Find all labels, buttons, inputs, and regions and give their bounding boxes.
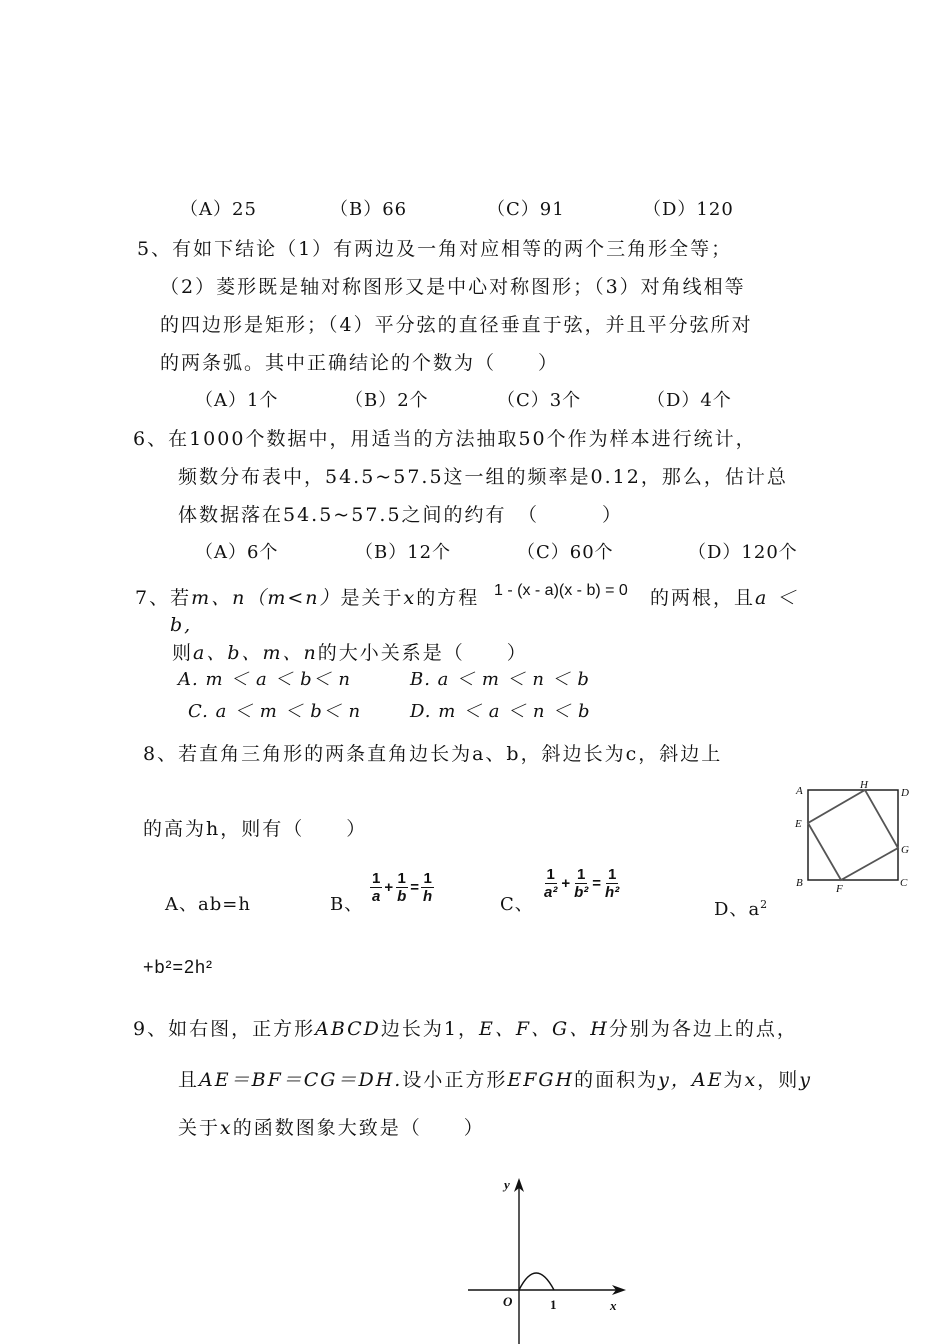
q8-option-a: A、ab=h	[165, 894, 251, 915]
label-c: C	[900, 877, 908, 889]
q9-line-3: 关于x的函数图象大致是（ ）	[178, 1117, 485, 1139]
q5-line-1: 5、有如下结论（1）有两边及一角对应相等的两个三角形全等；	[137, 238, 733, 260]
q6-option-d: （D）120个	[688, 542, 798, 563]
q4-option-a: （A）25	[180, 199, 257, 220]
q5-option-c: （C）3个	[497, 390, 582, 411]
q7-option-c: C. a ＜ m ＜ b＜ n	[188, 701, 362, 722]
outer-square	[808, 790, 898, 880]
label-a: A	[796, 785, 803, 797]
label-h: H	[860, 779, 868, 791]
label-d: D	[901, 787, 909, 799]
q7-option-a: A. m ＜ a ＜ b＜ n	[178, 669, 351, 690]
q6-option-c: （C）60个	[517, 542, 614, 563]
q7-option-d: D. m ＜ a ＜ n ＜ b	[410, 701, 591, 722]
q9-line-1: 9、如右图，正方形ABCD边长为1，E、F、G、H分别为各边上的点，	[133, 1018, 798, 1040]
q6-option-b: （B）12个	[355, 542, 452, 563]
label-b: B	[796, 877, 803, 889]
q5-line-4: 的两条弧。其中正确结论的个数为（ ）	[160, 352, 560, 374]
q5-line-3: 的四边形是矩形；（4）平分弦的直径垂直于弦，并且平分弦所对	[160, 314, 753, 336]
q6-line-3: 体数据落在54.5~57.5之间的约有 （ ）	[178, 504, 624, 526]
y-axis-label: y	[504, 1177, 510, 1192]
q5-line-2: （2）菱形既是轴对称图形又是中心对称图形；（3）对角线相等	[160, 276, 746, 298]
tick-label-1: 1	[550, 1297, 557, 1312]
q6-line-1: 6、在1000个数据中，用适当的方法抽取50个作为样本进行统计，	[133, 428, 757, 450]
q7-line-2: b,	[170, 614, 193, 636]
q7-option-b: B. a ＜ m ＜ n ＜ b	[410, 669, 590, 690]
q8-line-2: 的高为h，则有（ ）	[143, 818, 368, 840]
label-g: G	[901, 844, 909, 856]
q7-line-1: 7、若m、n（m<n）是关于x的方程	[135, 587, 480, 609]
q8-option-d-prefix: D、$a^2$	[714, 898, 769, 920]
q4-option-d: （D）120	[643, 199, 734, 220]
origin-label: O	[503, 1294, 513, 1309]
q8-option-c-formula: 1 a² + $\frac{1}{\text{b²}}$ = $\frac{1}{\text{h²}}$	[544, 866, 620, 901]
q5-option-d: （D）4个	[647, 390, 732, 411]
q7-line-3: 则a、b、m、n的大小关系是（ ）	[172, 642, 528, 664]
q4-option-c: （C）91	[487, 199, 565, 220]
q9-line-2: 且AE＝BF＝CG＝DH.设小正方形EFGH的面积为y，AE为x，则y	[178, 1069, 812, 1091]
q8-line-1: 8、若直角三角形的两条直角边长为a、b，斜边长为c，斜边上	[143, 743, 723, 765]
q8-option-b-formula: 1 a + $\frac{1}{b}$ = $\frac{1}{h}$	[372, 870, 433, 905]
square-abcd-figure	[790, 775, 920, 895]
q8-option-d-tail: +b²=2h²	[143, 957, 214, 977]
q4-option-b: （B）66	[330, 199, 408, 220]
function-graph	[460, 1170, 640, 1344]
q7-equation: 1 - (x - a)(x - b) = 0	[494, 582, 628, 599]
q5-option-b: （B）2个	[345, 390, 429, 411]
x-axis-label: x	[610, 1298, 617, 1313]
q6-line-2: 频数分布表中，54.5~57.5这一组的频率是0.12，那么，估计总	[178, 466, 788, 488]
q8-option-b-prefix: B、	[330, 894, 364, 915]
q7-line-1-tail: 的两根，且a ＜	[650, 587, 798, 609]
inner-square-efgh	[808, 790, 898, 880]
q6-option-a: （A）6个	[195, 542, 279, 563]
curve	[519, 1273, 554, 1290]
label-f: F	[836, 883, 843, 895]
q5-option-a: （A）1个	[195, 390, 279, 411]
label-e: E	[795, 818, 802, 830]
q8-option-c-prefix: C、	[500, 894, 534, 915]
